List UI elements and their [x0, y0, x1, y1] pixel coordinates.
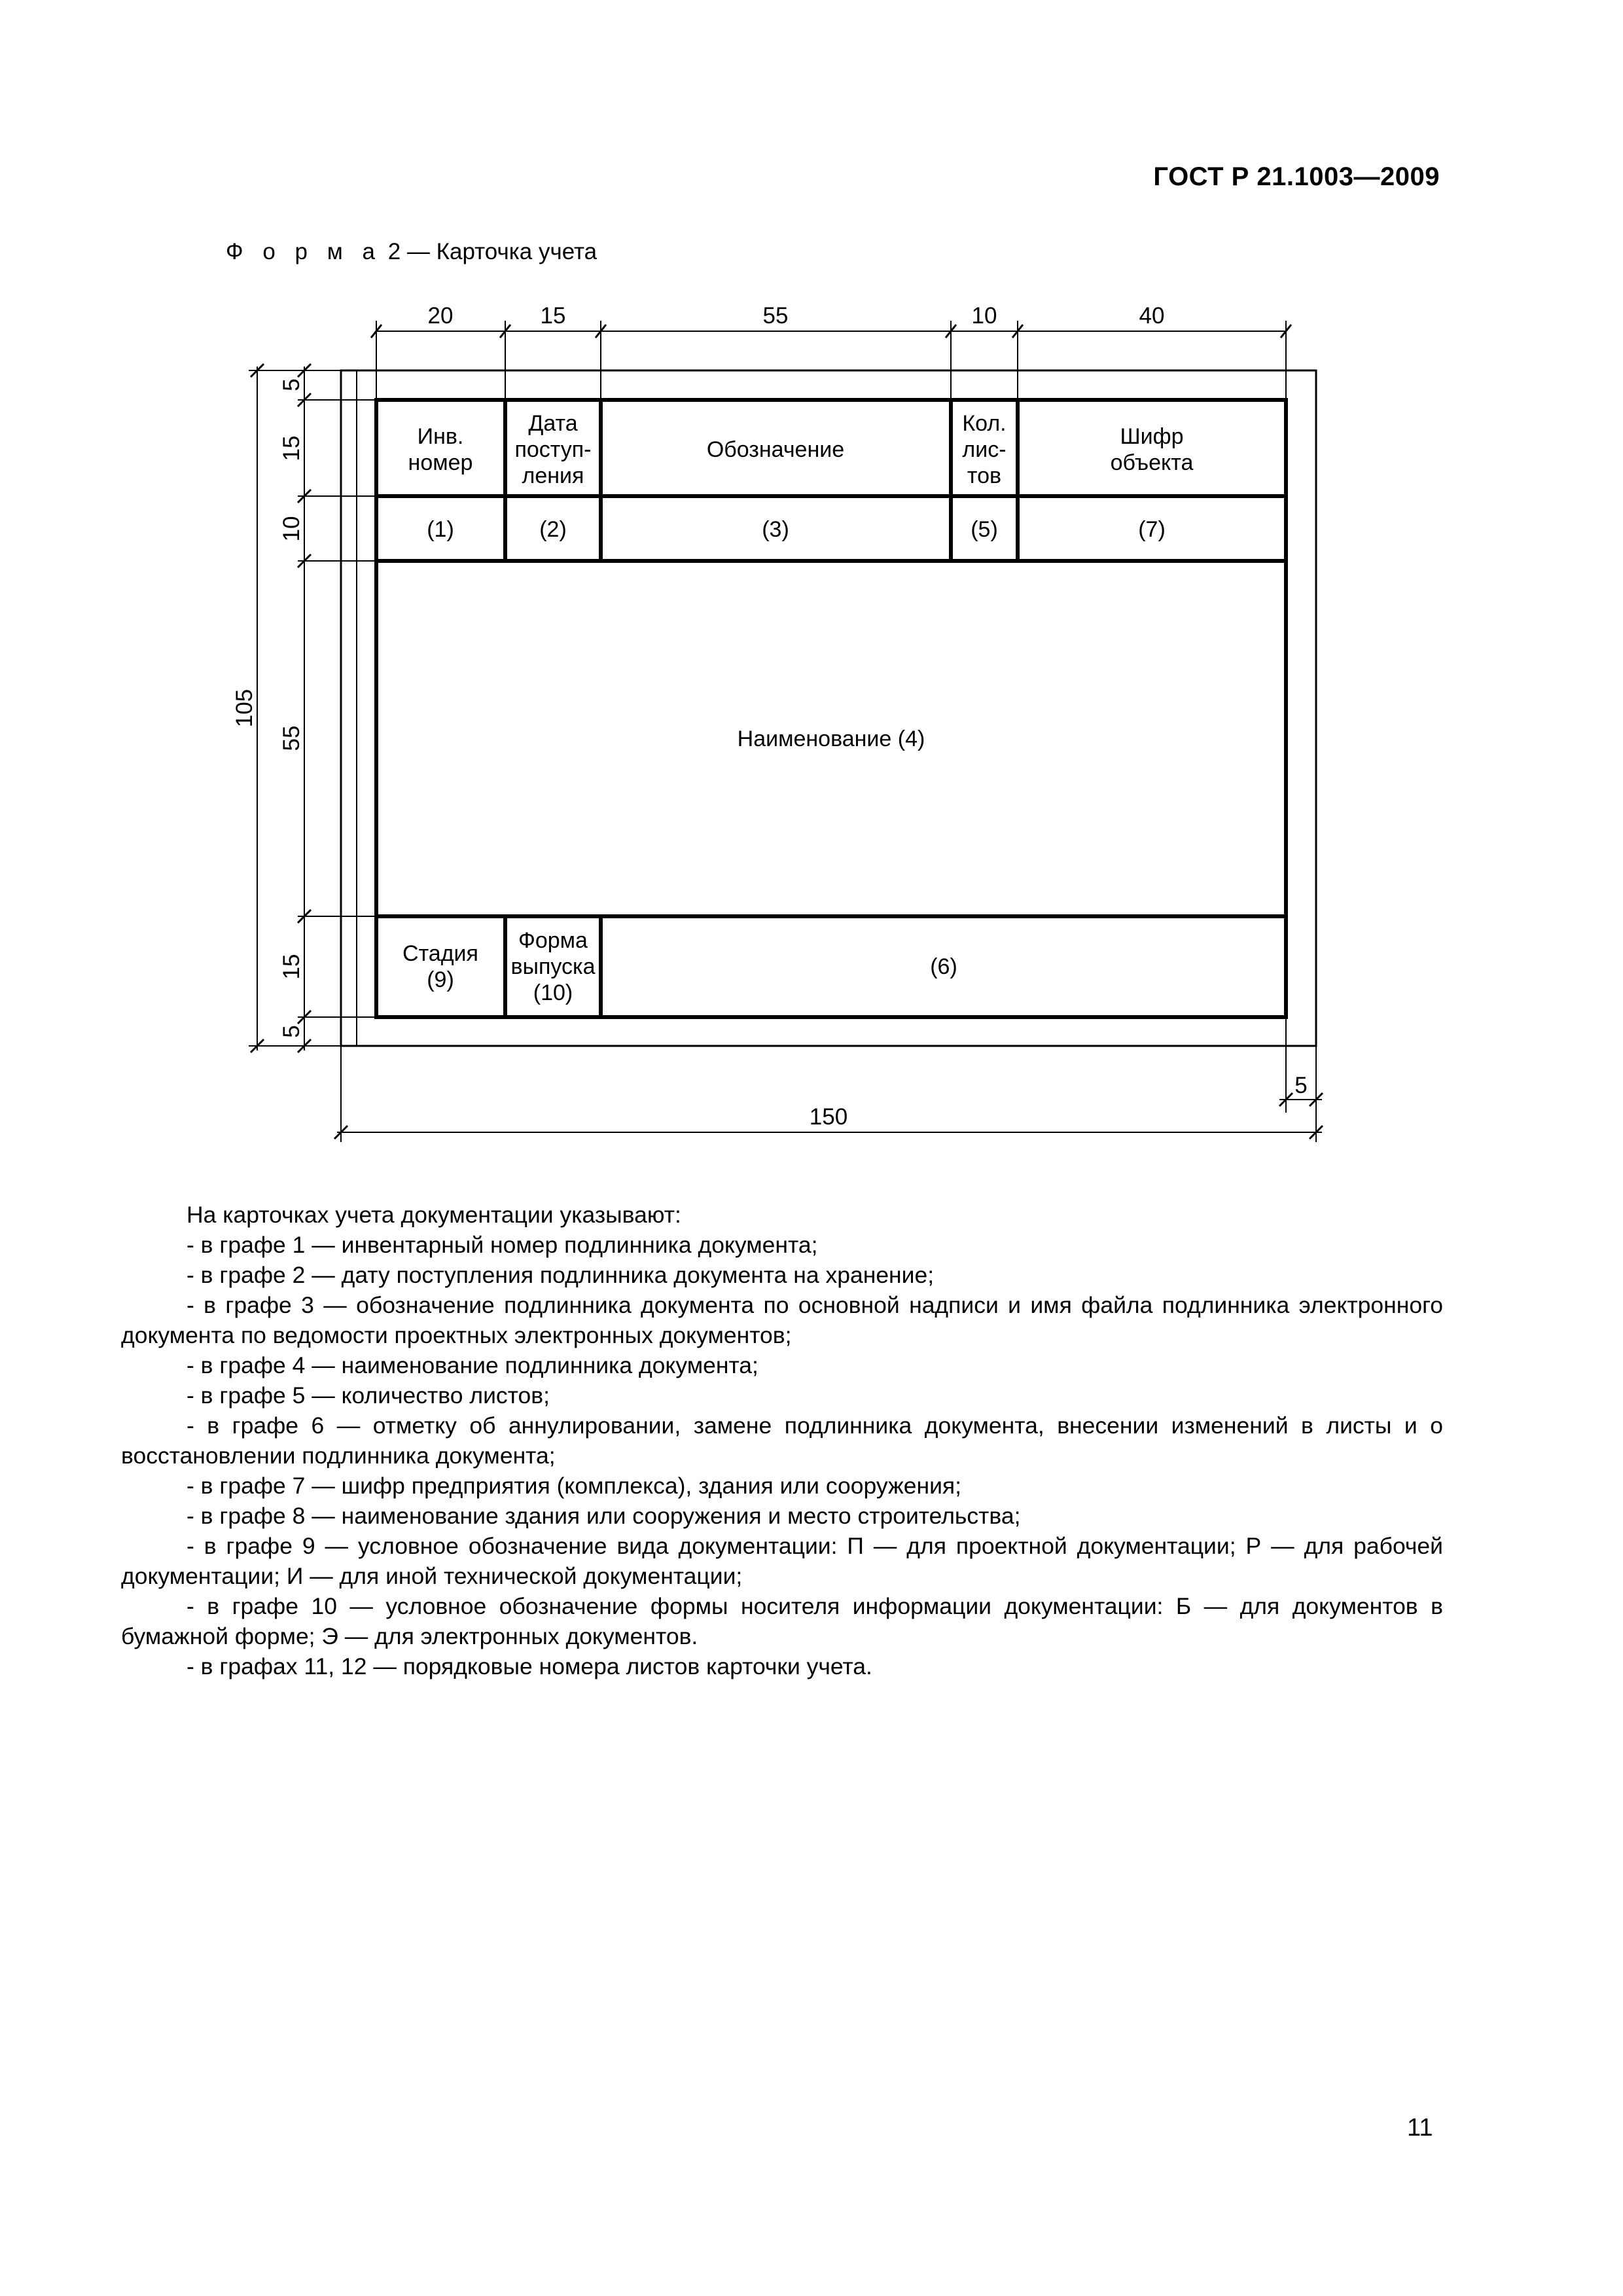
body-text [121, 1200, 1443, 1681]
dim-row-name: 55 [279, 725, 304, 751]
document-code: ГОСТ Р 21.1003—2009 [1153, 162, 1440, 191]
dim-row-header: 15 [279, 435, 304, 461]
cell-release-line2: выпуска [510, 954, 596, 979]
cell-inv-line2: номер [408, 450, 473, 475]
paragraph: - в графах 11, 12 — порядковые номера листов карточки учета. [187, 1653, 872, 1679]
cell-number-2: (2) [539, 517, 567, 542]
paragraph: - в графе 8 — наименование здания или сооружения и место строительства; [187, 1503, 1021, 1529]
page-number: 11 [1407, 2114, 1433, 2142]
paragraph: - в графе 6 — отметку об аннулировании, замене подлинника документа, внесении изменений в листы и о восстановлении подлинника документа; [121, 1412, 1443, 1469]
paragraph: - в графе 2 — дату поступления подлинника документа на хранение; [187, 1262, 935, 1288]
dim-row-bottom-margin: 5 [279, 1025, 304, 1038]
dim-col-date: 15 [540, 303, 566, 329]
dim-row-numbers: 10 [279, 516, 304, 542]
form-caption-word: Ф о р м а [226, 239, 382, 264]
cell-date-line2: поступ- [514, 437, 592, 462]
form-caption-title: 2 — Карточка учета [381, 239, 597, 264]
dim-col-code: 40 [1139, 303, 1165, 329]
cell-name: Наименование (4) [737, 726, 925, 751]
paragraph: - в графе 1 — инвентарный номер подлинника документа; [187, 1232, 818, 1258]
cell-date-line1: Дата [528, 411, 578, 436]
dim-total-width: 150 [809, 1104, 848, 1130]
paragraph: - в графе 7 — шифр предприятия (комплекса), здания или сооружения; [187, 1473, 961, 1499]
dim-row-top-margin: 5 [279, 378, 304, 391]
cell-code-line1: Шифр [1120, 424, 1184, 449]
cell-changes: (6) [930, 954, 957, 979]
cell-designation: Обозначение [706, 437, 845, 462]
paragraph: - в графе 4 — наименование подлинника документа; [187, 1352, 758, 1378]
paragraph: - в графе 5 — количество листов; [187, 1382, 550, 1408]
cell-number-5: (5) [971, 517, 998, 542]
dim-total-height: 105 [232, 689, 257, 728]
cell-sheets-line1: Кол. [962, 411, 1007, 436]
dim-col-designation: 55 [762, 303, 789, 329]
cell-release-line1: Форма [518, 928, 588, 953]
cell-number-7: (7) [1138, 517, 1166, 542]
cell-number-3: (3) [762, 517, 789, 542]
paragraph: - в графе 9 — условное обозначение вида документации: П — для проектной документации; Р — для рабочей документации; И — для иной технической документации; [121, 1533, 1443, 1589]
cell-number-1: (1) [427, 517, 454, 542]
paragraph: - в графе 10 — условное обозначение формы носителя информации документации: Б — для документов в бумажной форме; Э — для электронных документов. [121, 1593, 1443, 1649]
paragraph: - в графе 3 — обозначение подлинника документа по основной надписи и имя файла подлинника электронного документа по ведомости проектных электронных документов; [121, 1292, 1443, 1348]
cell-stage-line2: (9) [427, 967, 454, 992]
paragraph: На карточках учета документации указывают: [187, 1202, 681, 1228]
card-main-frame [376, 400, 1286, 1017]
dim-col-sheets: 10 [971, 303, 997, 329]
cell-release-line3: (10) [533, 980, 573, 1005]
dim-row-bottom: 15 [279, 954, 304, 980]
dim-col-inv: 20 [427, 303, 454, 329]
cell-stage-line1: Стадия [402, 941, 478, 966]
cell-code-line2: объекта [1110, 450, 1194, 475]
dim-right-margin: 5 [1294, 1073, 1308, 1098]
cell-inv-line1: Инв. [417, 424, 464, 449]
cell-date-line3: ления [522, 463, 584, 488]
cell-sheets-line2: лис- [962, 437, 1007, 462]
cell-sheets-line3: тов [967, 463, 1002, 488]
